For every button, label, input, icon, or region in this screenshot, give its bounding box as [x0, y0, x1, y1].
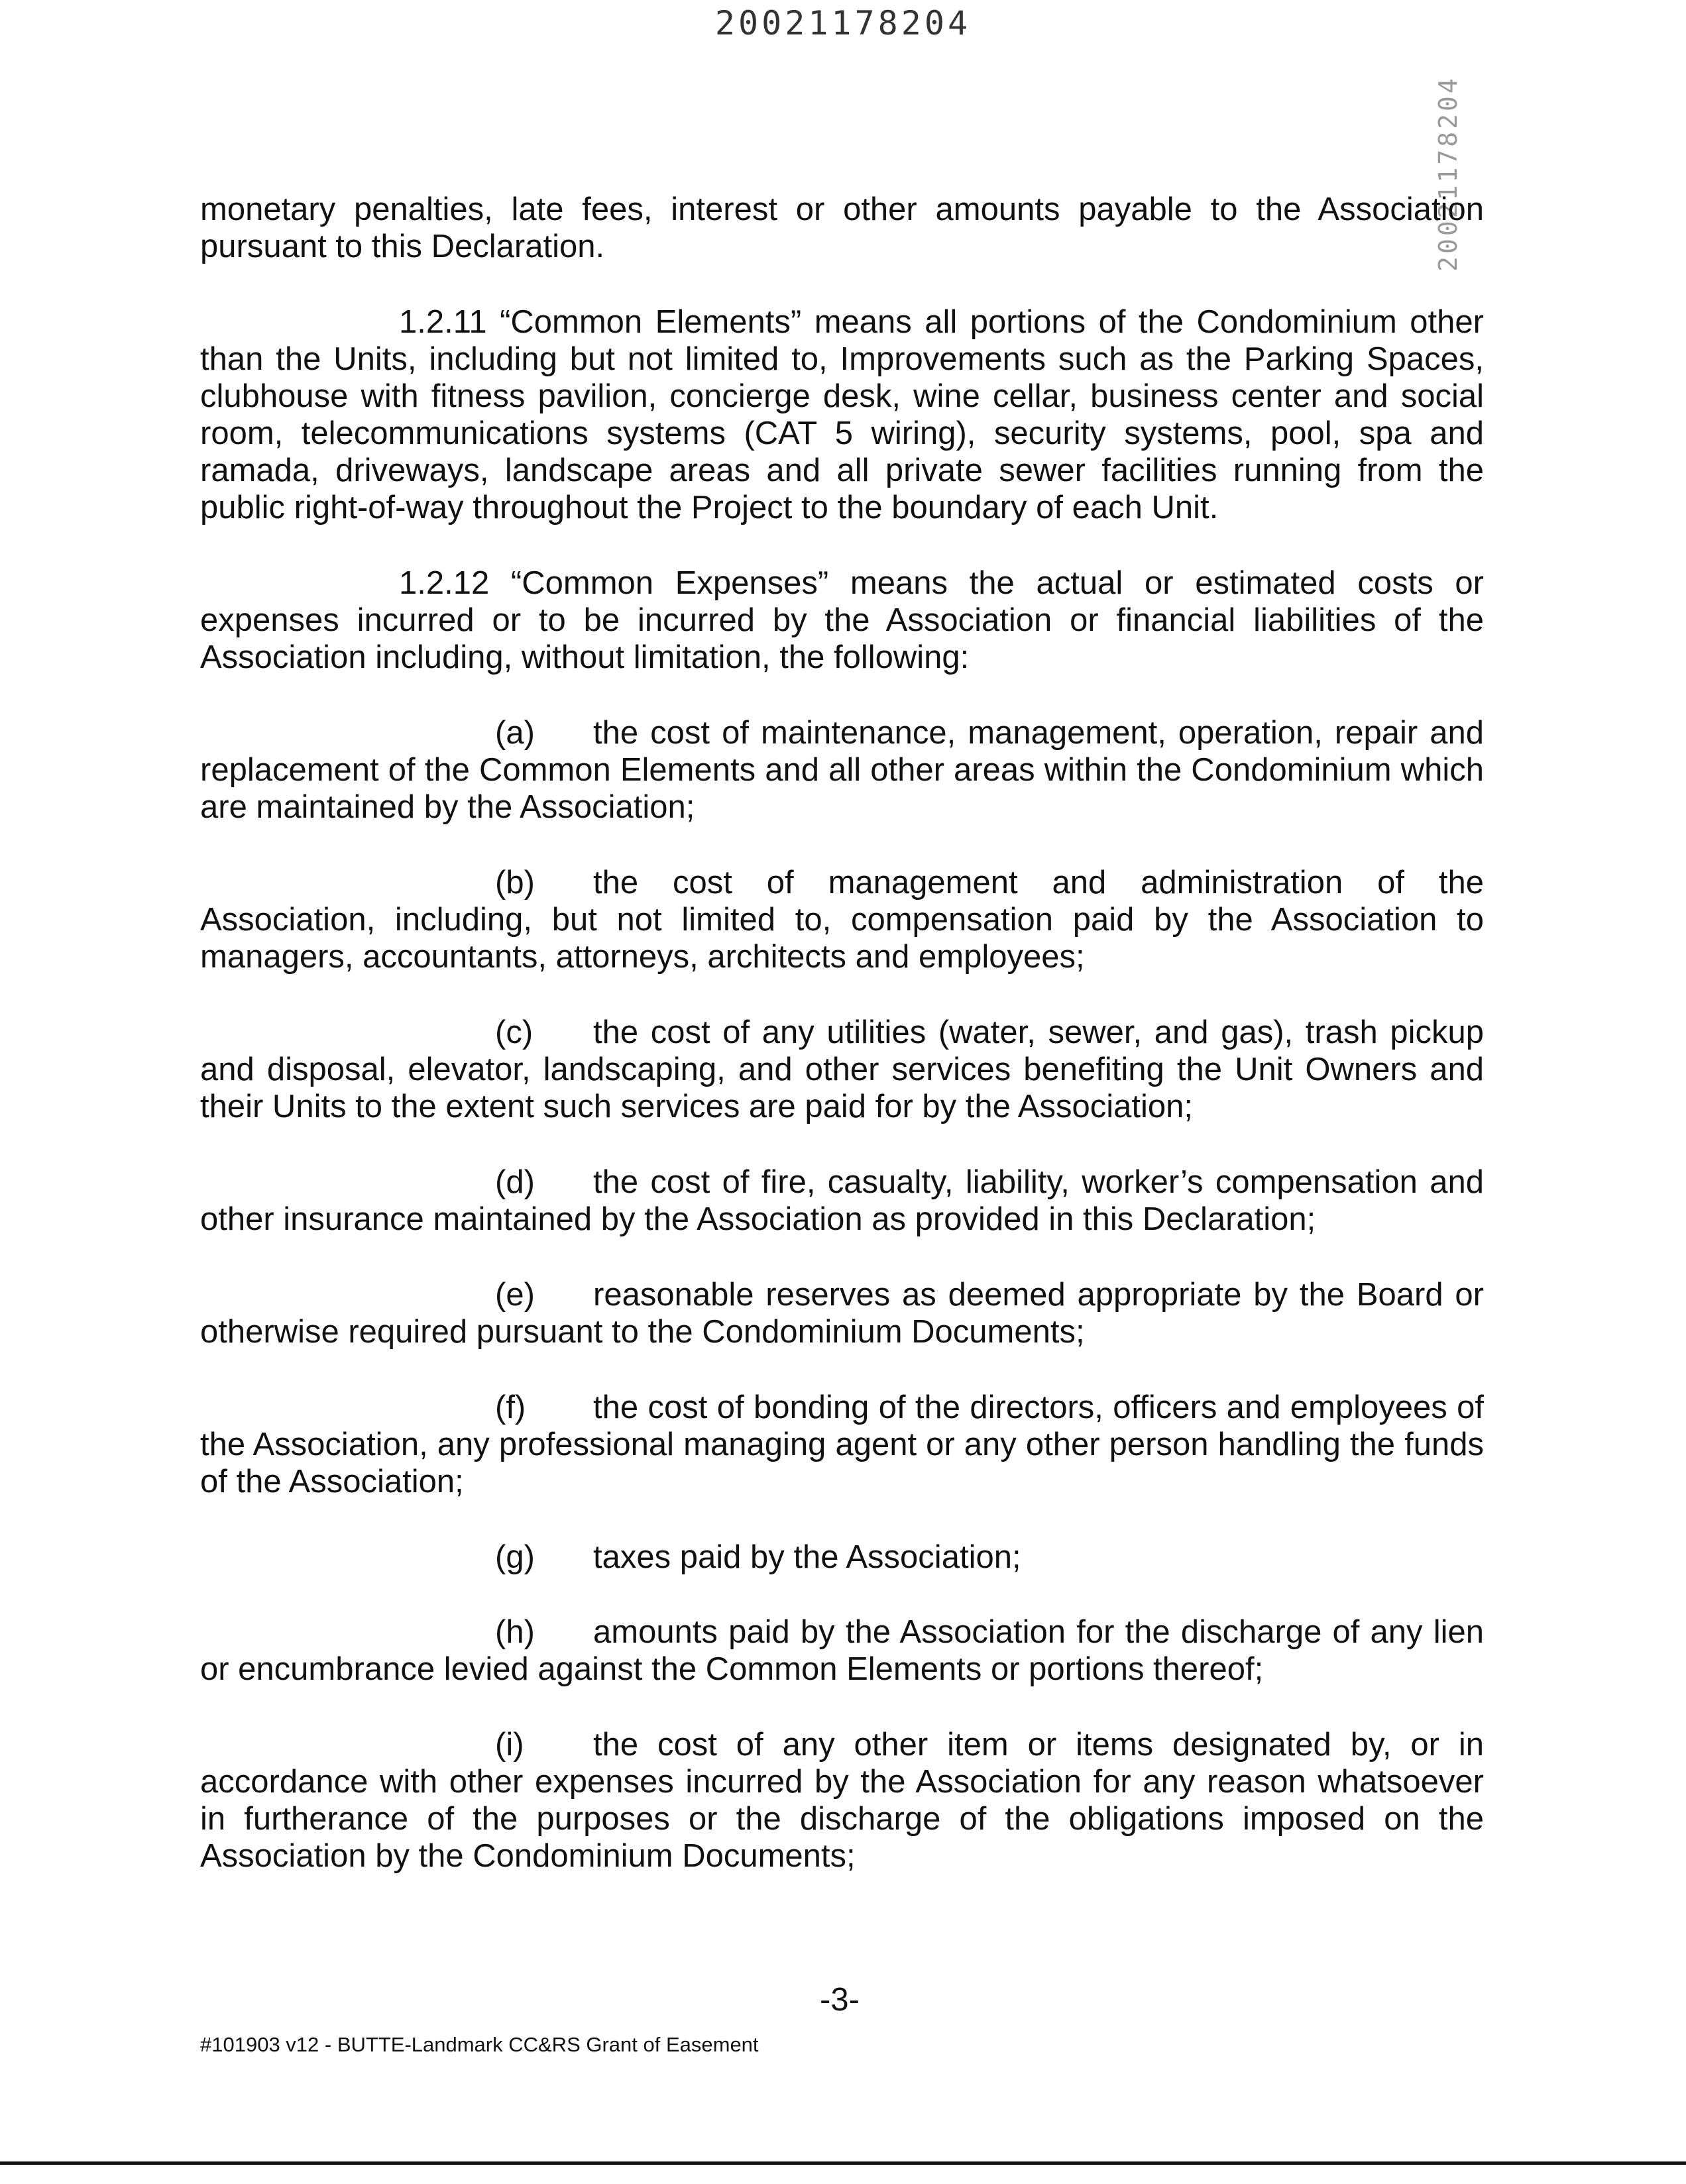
item-text: the cost of any other item or items designated by, or in accordance with other expenses incurred by the Association for any reason whatsoever in furtherance of the purposes or the discharge of the obligations imposed on the Association by the Condominium Documents;: [200, 1727, 1484, 1874]
item-label: (d): [495, 1164, 535, 1200]
item-label: (f): [495, 1390, 526, 1425]
list-item: [200, 1539, 1484, 1576]
bottom-rule: [0, 2161, 1686, 2165]
item-text: the cost of maintenance, management, operation, repair and replacement of the Common Elements and all other areas within the Condominium which are maintained by the Association;: [200, 715, 1484, 825]
list-item: [200, 1014, 1484, 1125]
item-text: reasonable reserves as deemed appropriate by the Board or otherwise required pursuant to the Condominium Documents;: [200, 1277, 1484, 1350]
item-label: (b): [495, 865, 535, 901]
document-reference: #101903 v12 - BUTTE-Landmark CC&RS Grant of Easement: [200, 2033, 759, 2056]
list-item: [200, 1276, 1484, 1350]
page-number: -3-: [820, 1982, 860, 2018]
item-label: (h): [495, 1614, 535, 1650]
list-item: [200, 1389, 1484, 1500]
item-text: taxes paid by the Association;: [593, 1539, 1021, 1575]
item-label: (a): [495, 715, 535, 751]
list-item: [200, 1726, 1484, 1875]
section-1-2-12: 1.2.12 “Common Expenses” means the actual or estimated costs or expenses incurred or to be incurred by the Association or financial liabilities of the Association including, without limitation, the following:: [200, 565, 1484, 675]
item-text: amounts paid by the Association for the discharge of any lien or encumbrance levied against the Common Elements or portions thereof;: [200, 1614, 1484, 1687]
item-text: the cost of any utilities (water, sewer, and gas), trash pickup and disposal, elevator, landscaping, and other services benefiting the Unit Owners and their Units to the extent such services are paid for by the Association;: [200, 1014, 1484, 1124]
list-item: [200, 864, 1484, 975]
intro-paragraph: monetary penalties, late fees, interest or other amounts payable to the Association pursuant to this Declaration.: [200, 191, 1484, 264]
list-item: [200, 714, 1484, 826]
item-label: (g): [495, 1539, 535, 1575]
item-text: the cost of bonding of the directors, officers and employees of the Association, any professional managing agent or any other person handling the funds of the Association;: [200, 1390, 1484, 1500]
item-label: (e): [495, 1277, 535, 1313]
item-label: (i): [495, 1727, 524, 1763]
item-text: the cost of management and administration of the Association, including, but not limited to, compensation paid by the Association to managers, accountants, attorneys, architects and employees;: [200, 865, 1484, 975]
side-recording-stamp: 20021178204: [1433, 76, 1463, 272]
document-body: [200, 191, 1484, 1875]
list-item: [200, 1613, 1484, 1688]
item-label: (c): [495, 1014, 534, 1050]
section-1-2-11: 1.2.11 “Common Elements” means all portions of the Condominium other than the Units, including but not limited to, Improvements such as the Parking Spaces, clubhouse with fitness pavilion, concierge desk, wine cellar, business center and social room, telecommunications systems (CAT 5 wiring), security systems, pool, spa and ramada, driveways, landscape areas and all private sewer facilities running from the public right-of-way throughout the Project to the boundary of each Unit.: [200, 304, 1484, 525]
document-number: 20021178204: [714, 4, 972, 42]
list-item: [200, 1164, 1484, 1238]
item-text: the cost of fire, casualty, liability, worker’s compensation and other insurance maintained by the Association as provided in this Declaration;: [200, 1164, 1484, 1237]
